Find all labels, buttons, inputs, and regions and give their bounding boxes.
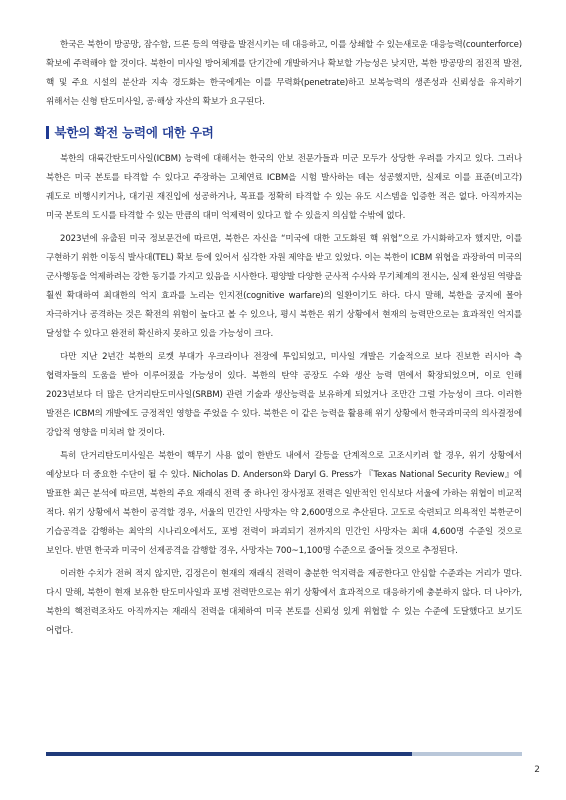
page-number: 2 [534,765,540,775]
paragraph-srbm-escalation: 특히 단거리탄도미사일은 북한이 핵무기 사용 없이 한반도 내에서 갈등을 단계적으로 고조시키려 할 경우, 위기 상황에서 예상보다 더 중요한 수단이 될 수 있다. Nicholas D. Anderson와 Daryl G. Press가 『Texas National Security Review』에 발표한 최근 분석에 따르면, 북한의 주요 재래식 전력 중 하나인 장사정포 전력은 일반적인 인식보다 서울에 가하는 위협이 비교적 적다. 위기 상황에서 북한이 공격할 경우, 서울의 민간인 사망자는 약 2,600명으로 추산된다. 고도로 숙련되고 의욕적인 북한군이 기습공격을 감행하는 최악의 시나리오에서도, 포병 전력이 파괴되기 전까지의 민간인 사망자는 최대 4,600명 수준일 것으로 보인다. 반면 한국과 미국이 선제공격을 감행할 경우, 사망자는 700~1,100명 수준으로 줄어들 것으로 추정된다. [46,451,522,556]
heading-accent-bar [46,126,49,139]
paragraph-intel-documents: 2023년에 유출된 미국 정보문건에 따르면, 북한은 자신을 “미국에 대한 고도화된 핵 위협”으로 가시화하고자 했지만, 이를 구현하기 위한 이동식 발사대(TEL) 확보 등에 있어서 심각한 자원 제약을 받고 있었다. 이는 북한이 ICBM 위협을 과장하여 미국의 군사행동을 억제하려는 강한 동기를 가지고 있음을 시사한다. 평양발 다양한 군사적 수사와 무기체계의 전시는, 실제 완성된 역량을 훨씬 확대하여 최대한의 억지 효과를 노리는 인지전(cognitive warfare)의 일환이기도 하다. 다시 말해, 북한을 궁지에 몰아 자극하거나 공격하는 것은 확전의 위험이 높다고 볼 수 있으나, 평시 북한은 위기 상황에서 현재의 능력만으로는 효과적인 억지를 달성할 수 있다고 완전히 확신하지 못하고 있을 가능성이 크다. [46,234,522,339]
paragraph-ukraine-deployment: 다만 지난 2년간 북한의 로켓 부대가 우크라이나 전장에 투입되었고, 미사일 개발은 기술적으로 보다 진보한 러시아 측 협력자들의 도움을 받아 이루어졌을 가능성이 있다. 북한의 탄약 공장도 수와 생산 능력 면에서 확장되었으며, 이로 인해 2023년보다 더 많은 단거리탄도미사일(SRBM) 관련 기술과 생산능력을 보유하게 되었거나 조만간 그럴 가능성이 크다. 이러한 발전은 ICBM의 개발에도 긍정적인 영향을 주었을 수 있다. 북한은 이 같은 능력을 활용해 위기 상황에서 한국과미국의 의사결정에 강압적 영향을 미치려 할 것이다. [46,352,522,438]
footer-rule [46,752,522,756]
section-title: 북한의 확전 능력에 대한 우려 [54,125,214,140]
document-body [46,36,522,641]
footer-rule-light [412,752,522,756]
intro-paragraph: 한국은 북한이 방공망, 잠수함, 드론 등의 역량을 발전시키는 데 대응하고, 이를 상쇄할 수 있는새로운 대응능력(counterforce) 확보에 주력해야 할 것이다. 북한이 미사일 방어체계를 단기간에 개발하거나 확보할 가능성은 낮지만, 북한 방공망의 점진적 발전, 핵 및 주요 시설의 분산과 지속 경도화는 한국에게는 이를 무력화(penetrate)하고 보복능력의 생존성과 신뢰성을 유지하기 위해서는 신형 탄도미사일, 공·해상 자산의 확보가 요구된다. [46,40,522,107]
section-heading [46,122,522,142]
footer-rule-dark [46,752,412,756]
paragraph-icbm-concerns: 북한의 대륙간탄도미사일(ICBM) 능력에 대해서는 한국의 안보 전문가들과 미군 모두가 상당한 우려를 가지고 있다. 그러나 북한은 미국 본토를 타격할 수 있다고 주장하는 고체연료 ICBM을 시험 발사하는 데는 성공했지만, 실제로 이를 표준(비고각) 궤도로 비행시키거나, 대기권 재진입에 성공하거나, 목표를 정확히 타격할 수 있는 유도 시스템을 입증한 적은 없다. 아직까지는 미국 본토의 도시를 타격할 수 있는 만큼의 대미 억제력이 있다고 할 수 있을지 의심할 수밖에 없다. [46,154,522,221]
paragraph-deterrence-gap: 이러한 수치가 전혀 적지 않지만, 김정은이 현재의 재래식 전력이 충분한 억지력을 제공한다고 안심할 수준과는 거리가 멀다. 다시 말해, 북한이 현재 보유한 탄도미사일과 포병 전력만으로는 위기 상황에서 효과적으로 대응하기에 충분하지 않다. 더 나아가, 북한의 핵전력조차도 아직까지는 재래식 전력을 대체하여 미국 본토를 신뢰성 있게 위협할 수 있는 수준에 도달했다고 보기도 어렵다. [46,569,522,636]
